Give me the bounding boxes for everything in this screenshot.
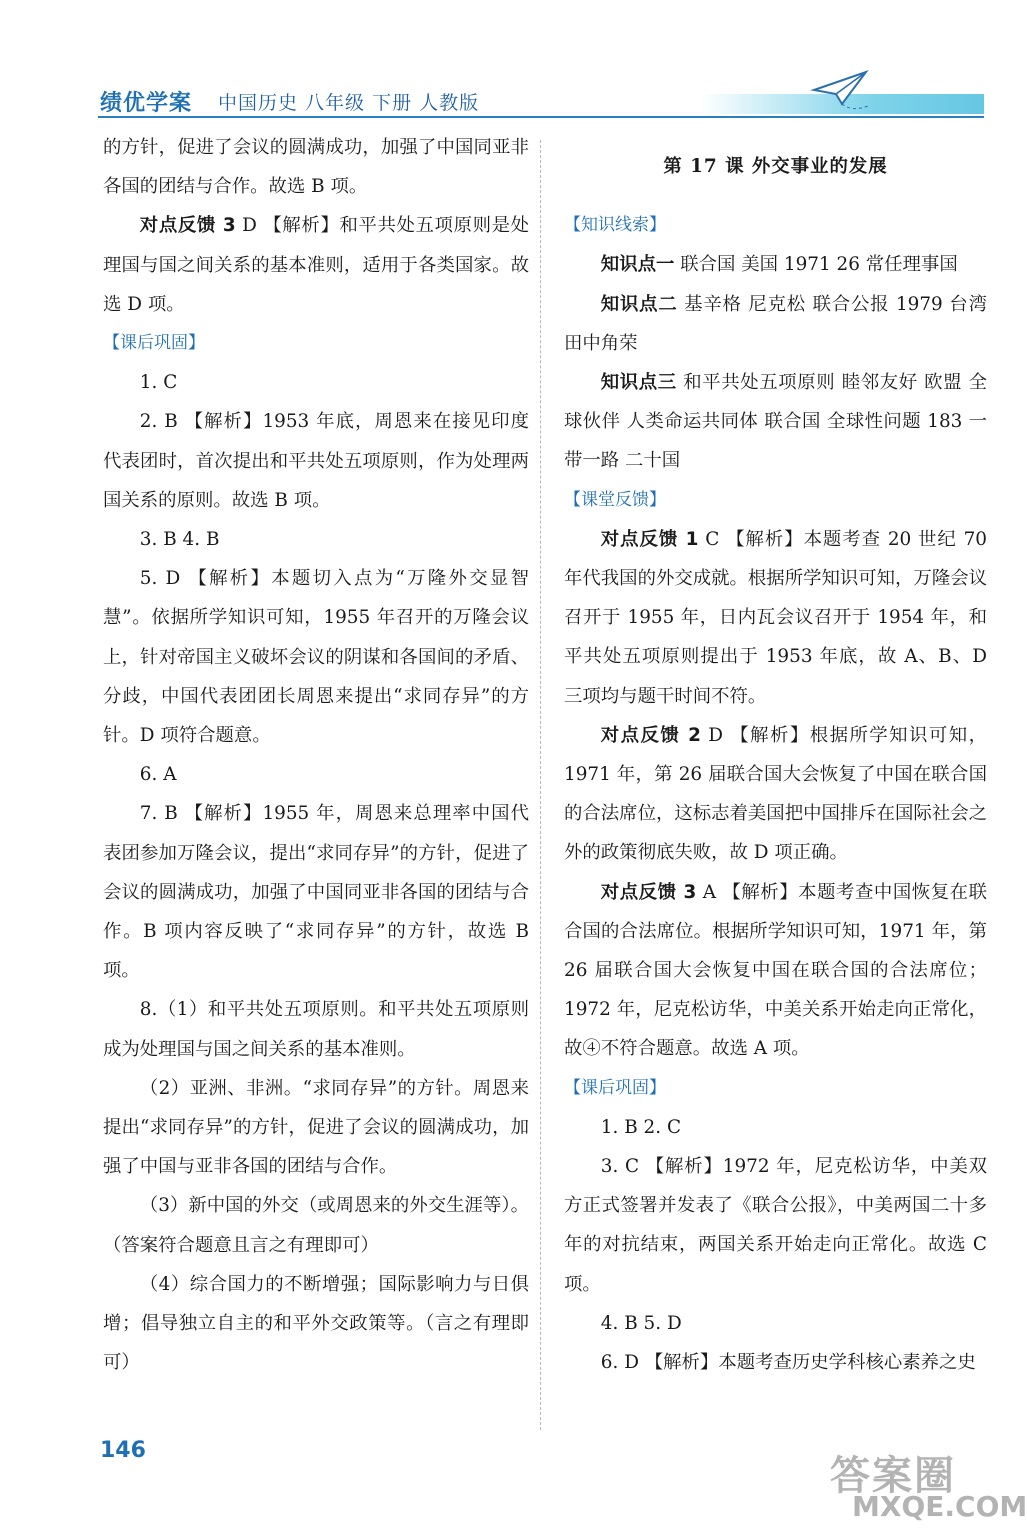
left-column bbox=[103, 128, 529, 1383]
answer-7: 7. B 【解析】1955 年，周恩来总理率中国代表团参加万隆会议，提出“求同存异”的方针，促进了会议的圆满成功，加强了中国同亚非各国的团结与合作。B 项内容反映了“求同存异”的方针，故选 B 项。 bbox=[103, 803, 529, 982]
brand-logo: 绩优学案 bbox=[100, 91, 193, 116]
feedback-label: 对点反馈 2 bbox=[600, 724, 701, 746]
knowledge-point-1 bbox=[564, 245, 987, 284]
knowledge-label: 知识点二 bbox=[600, 293, 678, 315]
answer-2: 2. B 【解析】1953 年底，周恩来在接见印度代表团时，首次提出和平共处五项原则，作为处理两国关系的原则。故选 B 项。 bbox=[103, 411, 529, 511]
book-subtitle: 中国历史 八年级 下册 人教版 bbox=[218, 92, 480, 114]
knowledge-text: 和平共处五项原则 睦邻友好 欧盟 全球伙伴 人类命运共同体 联合国 全球性问题 183 一带一路 二十国 bbox=[564, 372, 987, 472]
answer-8-1: 8.（1）和平共处五项原则。和平共处五项原则成为处理国与国之间关系的基本准则。 bbox=[103, 999, 529, 1060]
answer-5: 5. D 【解析】本题切入点为“万隆外交显智慧”。依据所学知识可知，1955 年召开的万隆会议上，针对帝国主义破坏会议的阴谋和各国间的矛盾、分歧，中国代表团团长周恩来提出“求同存异”的方针。D 项符合题意。 bbox=[103, 568, 529, 747]
column-divider bbox=[540, 140, 541, 1430]
left-feedback-3 bbox=[103, 206, 529, 324]
left-para-1: 的方针，促进了会议的圆满成功，加强了中国同亚非各国的团结与合作。故选 B 项。 bbox=[103, 137, 529, 198]
class-feedback-1 bbox=[564, 520, 987, 716]
answer-1: 1. C bbox=[139, 372, 178, 394]
knowledge-point-3 bbox=[564, 363, 987, 481]
knowledge-label: 知识点三 bbox=[600, 372, 677, 394]
feedback-text: D 【解析】和平共处五项原则是处理国与国之间关系的基本准则，适用于各类国家。故选 D 项。 bbox=[103, 215, 530, 315]
class-feedback-3 bbox=[564, 873, 987, 1069]
answer-3-4: 3. B 4. B bbox=[139, 529, 220, 551]
answer-8-3: （3）新中国的外交（或周恩来的外交生涯等）。（答案符合题意且言之有理即可） bbox=[103, 1195, 529, 1256]
feedback-text: D 【解析】根据所学知识可知，1971 年，第 26 届联合国大会恢复了中国在联合国的合法席位，这标志着美国把中国排斥在国际社会之外的政策彻底失败，故 D 项正确。 bbox=[564, 724, 987, 864]
header-rule bbox=[98, 116, 984, 118]
section-heading-after-class-right: 【课后巩固】 bbox=[564, 1077, 666, 1098]
answer-4-5: 4. B 5. D bbox=[600, 1312, 682, 1334]
watermark bbox=[824, 1444, 1027, 1528]
lesson-title: 第 17 课 外交事业的发展 bbox=[663, 156, 888, 177]
feedback-text: A 【解析】本题考查中国恢复在联合国的合法席位。根据所学知识可知，1971 年，第 26 届联合国大会恢复中国在联合国的合法席位；1972 年，尼克松访华，中美关系开始走向正常化，故④不符合题意。故选 A 项。 bbox=[564, 881, 987, 1060]
section-heading-class-feedback: 【课堂反馈】 bbox=[564, 489, 666, 510]
class-feedback-2 bbox=[564, 716, 987, 873]
knowledge-point-2 bbox=[564, 285, 987, 363]
section-heading-after-class: 【课后巩固】 bbox=[103, 333, 205, 354]
watermark-cn: 答案圈 bbox=[830, 1453, 956, 1499]
feedback-label: 对点反馈 3 bbox=[139, 215, 236, 237]
knowledge-text: 基辛格 尼克松 联合公报 1979 台湾 田中角荣 bbox=[564, 293, 987, 354]
page-number: 146 bbox=[100, 1438, 146, 1463]
answer-6: 6. A bbox=[139, 764, 177, 786]
knowledge-text: 联合国 美国 1971 26 常任理事国 bbox=[674, 254, 958, 276]
knowledge-label: 知识点一 bbox=[600, 254, 675, 276]
feedback-text: C 【解析】本题考查 20 世纪 70 年代我国的外交成就。根据所学知识可知，万隆会议召开于 1955 年，日内瓦会议召开于 1954 年，和平共处五项原则提出于 1953 年底，故 A、B、D 三项均与题干时间不符。 bbox=[564, 528, 987, 707]
answer-1-2: 1. B 2. C bbox=[600, 1116, 682, 1138]
answer-8-2: （2）亚洲、非洲。“求同存异”的方针。周恩来提出“求同存异”的方针，促进了会议的圆满成功，加强了中国与亚非各国的团结与合作。 bbox=[103, 1077, 529, 1178]
watermark-en: MXQE.COM bbox=[852, 1490, 1027, 1523]
page-header bbox=[0, 0, 1007, 130]
right-column bbox=[564, 128, 987, 1382]
answer-8-4: （4）综合国力的不断增强；国际影响力与日俱增；倡导独立自主的和平外交政策等。（言之有理即可） bbox=[103, 1273, 529, 1374]
feedback-label: 对点反馈 3 bbox=[600, 881, 697, 903]
answer-6: 6. D 【解析】本题考查历史学科核心素养之史 bbox=[600, 1352, 976, 1374]
paper-plane-icon bbox=[812, 68, 868, 108]
feedback-label: 对点反馈 1 bbox=[600, 528, 699, 550]
answer-3: 3. C 【解析】1972 年，尼克松访华，中美双方正式签署并发表了《联合公报》，中美两国二十多年的对抗结束，两国关系开始走向正常化。故选 C 项。 bbox=[564, 1156, 987, 1295]
section-heading-knowledge: 【知识线索】 bbox=[564, 215, 666, 236]
